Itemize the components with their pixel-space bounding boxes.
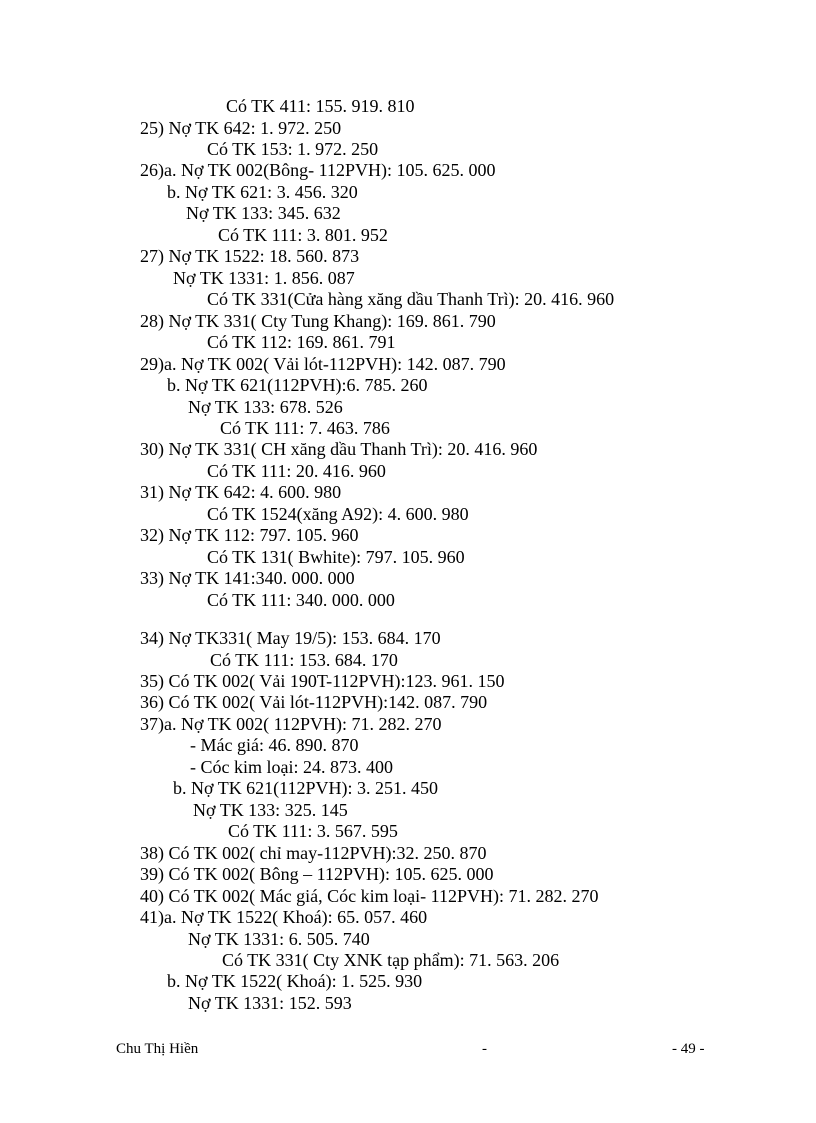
entry-line: 33) Nợ TK 141:340. 000. 000	[140, 568, 355, 588]
entry-line: Nợ TK 1331: 6. 505. 740	[188, 929, 370, 949]
entry-line: b. Nợ TK 621(112PVH): 3. 251. 450	[173, 778, 439, 798]
entry-line: Có TK 111: 7. 463. 786	[220, 418, 390, 438]
entry-line: Có TK 111: 340. 000. 000	[207, 590, 395, 610]
entry-line: 26)a. Nợ TK 002(Bông- 112PVH): 105. 625. 000	[140, 160, 496, 180]
entry-line: b. Nợ TK 621: 3. 456. 320	[167, 182, 358, 202]
entry-line: Có TK 131( Bwhite): 797. 105. 960	[207, 547, 465, 567]
entry-line: - Cóc kim loại: 24. 873. 400	[190, 757, 393, 777]
entry-line: 28) Nợ TK 331( Cty Tung Khang): 169. 861. 790	[140, 311, 496, 331]
entry-line: 41)a. Nợ TK 1522( Khoá): 65. 057. 460	[140, 907, 428, 927]
entry-line: Có TK 111: 3. 801. 952	[218, 225, 388, 245]
entry-line: Có TK 331(Cửa hàng xăng dầu Thanh Trì): 20. 416. 960	[207, 289, 615, 309]
page-number: - 49 -	[672, 1041, 705, 1057]
entry-line: Có TK 112: 169. 861. 791	[207, 332, 396, 352]
entry-line: Có TK 411: 155. 919. 810	[226, 96, 415, 116]
entry-line: Nợ TK 1331: 152. 593	[188, 993, 352, 1013]
entry-line: b. Nợ TK 1522( Khoá): 1. 525. 930	[167, 971, 423, 991]
entry-line: 29)a. Nợ TK 002( Vải lót-112PVH): 142. 087. 790	[140, 354, 506, 374]
entry-line: 32) Nợ TK 112: 797. 105. 960	[140, 525, 359, 545]
entry-line: 36) Có TK 002( Vải lót-112PVH):142. 087. 790	[140, 692, 488, 712]
entry-line: b. Nợ TK 621(112PVH):6. 785. 260	[167, 375, 428, 395]
entry-line: 39) Có TK 002( Bông – 112PVH): 105. 625. 000	[140, 864, 494, 884]
entry-line: Có TK 111: 20. 416. 960	[207, 461, 386, 481]
footer-author: Chu Thị Hiền	[116, 1041, 199, 1057]
entry-line: 34) Nợ TK331( May 19/5): 153. 684. 170	[140, 628, 441, 648]
entry-line: Có TK 111: 3. 567. 595	[228, 821, 398, 841]
entry-line: Nợ TK 133: 345. 632	[186, 203, 341, 223]
entry-line: 37)a. Nợ TK 002( 112PVH): 71. 282. 270	[140, 714, 442, 734]
entry-line: Nợ TK 133: 678. 526	[188, 397, 343, 417]
entry-line: 30) Nợ TK 331( CH xăng dầu Thanh Trì): 20. 416. 960	[140, 439, 538, 459]
entry-line: Nợ TK 133: 325. 145	[193, 800, 348, 820]
entry-line: 40) Có TK 002( Mác giá, Cóc kim loại- 112PVH): 71. 282. 270	[140, 886, 599, 906]
entry-line: 27) Nợ TK 1522: 18. 560. 873	[140, 246, 360, 266]
footer-separator: -	[482, 1041, 487, 1057]
entry-line: 35) Có TK 002( Vải 190T-112PVH):123. 961. 150	[140, 671, 505, 691]
entry-line: 25) Nợ TK 642: 1. 972. 250	[140, 118, 342, 138]
entry-line: Có TK 1524(xăng A92): 4. 600. 980	[207, 504, 469, 524]
entry-line: 38) Có TK 002( chỉ may-112PVH):32. 250. 870	[140, 843, 487, 863]
entry-line: Có TK 111: 153. 684. 170	[210, 650, 398, 670]
entry-line: Có TK 331( Cty XNK tạp phẩm): 71. 563. 206	[222, 950, 560, 970]
entry-line: Có TK 153: 1. 972. 250	[207, 139, 379, 159]
entry-line: 31) Nợ TK 642: 4. 600. 980	[140, 482, 342, 502]
entry-line: - Mác giá: 46. 890. 870	[190, 735, 359, 755]
entry-line: Nợ TK 1331: 1. 856. 087	[173, 268, 355, 288]
